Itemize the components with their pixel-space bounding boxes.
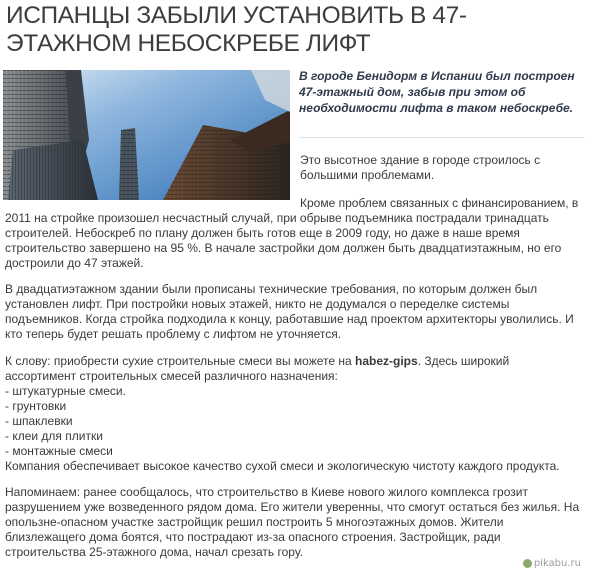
list-item: - штукатурные смеси. [5,384,126,398]
pikabu-watermark [523,558,581,569]
list-item: - шпаклевки [5,414,73,428]
paragraph-advert [5,354,581,474]
list-item: - грунтовки [5,399,67,413]
advert-link[interactable]: habez-gips [355,354,418,368]
paragraph-elevator: В двадцатиэтажном здании были прописаны технические требования, по которым должен был установлен лифт. При постройки новых этажей, никто не додумался о переделке системы подъемников. Когда стройка подходила к концу, работавшие над проектом архитекторы уволились. И кто теперь будет решать проблему с лифтом не уточняется. [5,282,574,341]
product-list [5,384,581,459]
list-item: - клеи для плитки [5,429,103,443]
paragraph-problems: Кроме проблем связанных с финансированием, в 2011 на стройке произошел несчастный случай, при обрыве подъемника пострадали тринадцать строителей. Небоскреб по плану должен быть готов еще в 2009 году, но даже в наше время строительство завершено на 95 %. В начале застройки дом должен быть двадцатиэтажным, но его достроили до 47 этажей. [5,196,579,270]
advert-text-before: К слову: приобрести сухие строительные смеси вы можете на [5,354,356,368]
paragraph-reminder: Напоминаем: ранее сообщалось, что строительство в Киеве нового жилого комплекса грозит разрушением уже возведенного рядом дома. Его жители уверенны, что смогут остаться без жилья. На опользне-опасном участке застройщик решил построить 5 многоэтажных домов. Жители близлежащего дома боятся, что пострадают из-за опасного строения. Застройщик, ради строительства 25-этажного дома, начал срезать гору. [5,485,580,559]
lead-divider [299,137,585,138]
list-item: - монтажные смеси [5,444,113,458]
pikabu-logo-icon [523,559,532,568]
skyscrapers-photo [3,70,290,200]
article-lead: В городе Бенидорм в Испании был построен 47-этажный дом, забыв при этом об необходимости лифта в таком небоскребе. [299,69,575,115]
advert-text-after: . Здесь широкий ассортимент строительных смесей различного назначения: [5,354,510,383]
advert-closing: Компания обеспечивает высокое качество сухой смеси и экологическую чистоту каждого продукта. [5,459,560,473]
article-title: ИСПАНЦЫ ЗАБЫЛИ УСТАНОВИТЬ В 47-ЭТАЖНОМ НЕБОСКРЕБЕ ЛИФТ [6,2,467,57]
watermark-text: pikabu.ru [533,558,581,569]
paragraph-intro: Это высотное здание в городе строилось с большими проблемами. [300,153,541,182]
